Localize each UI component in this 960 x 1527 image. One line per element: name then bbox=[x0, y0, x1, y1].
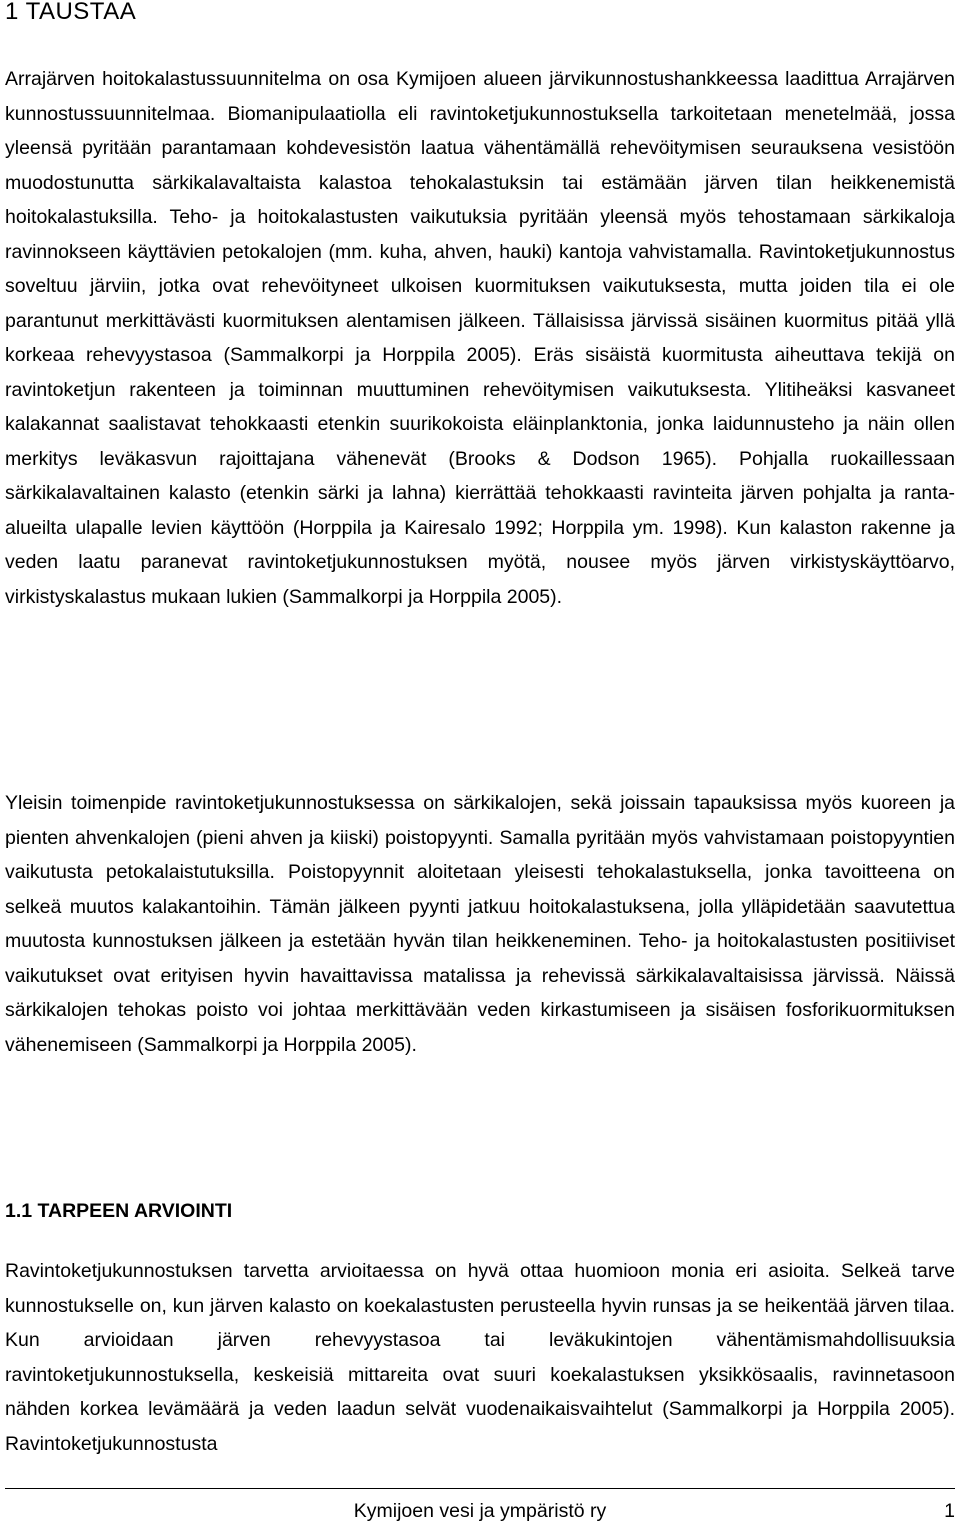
footer-organization: Kymijoen vesi ja ympäristö ry bbox=[353, 1500, 607, 1522]
page-number: 1 bbox=[944, 1500, 955, 1522]
body-paragraph: Ravintoketjukunnostuksen tarvetta arvioitaessa on hyvä ottaa huomioon monia eri asioita. Selkeä tarve kunnostukselle on, kun järven kalasto on koekalastusten perusteella hyvin runsas ja se heikentää järven tilaa. Kun arvioidaan järven rehevyystasoa tai leväkukintojen vähentämismahdollisuuksia ravintoketjukunnostuksella, keskeisiä mittareita ovat suuri koekalastuksen yksikkösaalis, ravinnetasoon nähden korkea levämäärä ja veden laadun selvät vuodenaikaisvaihtelut (Sammalkorpi ja Horppila 2005). Ravintoketjukunnostusta bbox=[5, 1260, 955, 1455]
subsection-heading: 1.1 TARPEEN ARVIOINTI bbox=[5, 1200, 233, 1222]
body-paragraph: Arrajärven hoitokalastussuunnitelma on osa Kymijoen alueen järvikunnostushankkeessa laadittua Arrajärven kunnostussuunnitelmaa. Biomanipulaatiolla eli ravintoketjukunnostuksella tarkoitetaan menetelmää, jossa yleensä pyritään parantamaan kohdevesistön laatua vähentämällä rehevöitymisen seurauksena vesistöön muodostunutta särkikalavaltaista kalastoa tehokalastuksin tai estämään järven tilan heikkenemistä hoitokalastuksilla. Teho- ja hoitokalastusten vaikutuksia pyritään yleensä myös tehostamaan särkikaloja ravinnokseen käyttävien petokalojen (mm. kuha, ahven, hauki) kantoja vahvistamalla. Ravintoketjukunnostus soveltuu järviin, jotka ovat rehevöityneet ulkoisen kuormituksen vaikutuksesta, mutta joiden tila ei ole parantunut merkittävästi kuormituksen alentamisen jälkeen. Tällaisissa järvissä sisäinen kuormitus pitää yllä korkeaa rehevyystasoa (Sammalkorpi ja Horppila 2005). Eräs sisäistä kuormitusta aiheuttava tekijä on ravintoketjun rakenteen ja toiminnan muuttuminen rehevöitymisen vaikutuksesta. Ylitiheäksi kasvaneet kalakannat saalistavat tehokkaasti etenkin suurikokoista eläinplanktonia, jonka laidunnusteho ja näin ollen merkitys leväkasvun rajoittajana vähenevät (Brooks & Dodson 1965). Pohjalla ruokaillessaan särkikalavaltainen kalasto (etenkin särki ja lahna) kierrättää tehokkaasti ravinteita järven pohjalta ja ranta-alueilta ulapalle levien käyttöön (Horppila ja Kairesalo 1992; Horppila ym. 1998). Kun kalaston rakenne ja veden laatu paranevat ravintoketjukunnostuksen myötä, nousee myös järven virkistyskäyttöarvo, virkistyskalastus mukaan lukien (Sammalkorpi ja Horppila 2005). bbox=[5, 68, 955, 608]
footer-divider bbox=[5, 1488, 955, 1489]
body-paragraph: Yleisin toimenpide ravintoketjukunnostuksessa on särkikalojen, sekä joissain tapauksissa myös kuoreen ja pienten ahvenkalojen (pieni ahven ja kiiski) poistopyynti. Samalla pyritään myös vahvistamaan poistopyyntien vaikutusta petokalaistutuksilla. Poistopyynnit aloitetaan yleisesti tehokalastuksella, jonka tavoitteena on selkeä muutos kalakantoihin. Tämän jälkeen pyynti jatkuu hoitokalastuksena, jolla ylläpidetään saavutettua muutosta kunnostuksen jälkeen ja estetään hyvän tilan heikkeneminen. Teho- ja hoitokalastusten positiiviset vaikutukset ovat erityisen hyvin havaittavissa matalissa ja rehevissä särkikalavaltaisissa järvissä. Näissä särkikalojen tehokas poisto voi johtaa merkittävään veden kirkastumiseen ja sisäisen fosforikuormituksen vähenemiseen (Sammalkorpi ja Horppila 2005). bbox=[5, 792, 955, 1056]
section-heading: 1 TAUSTAA bbox=[5, 0, 137, 25]
